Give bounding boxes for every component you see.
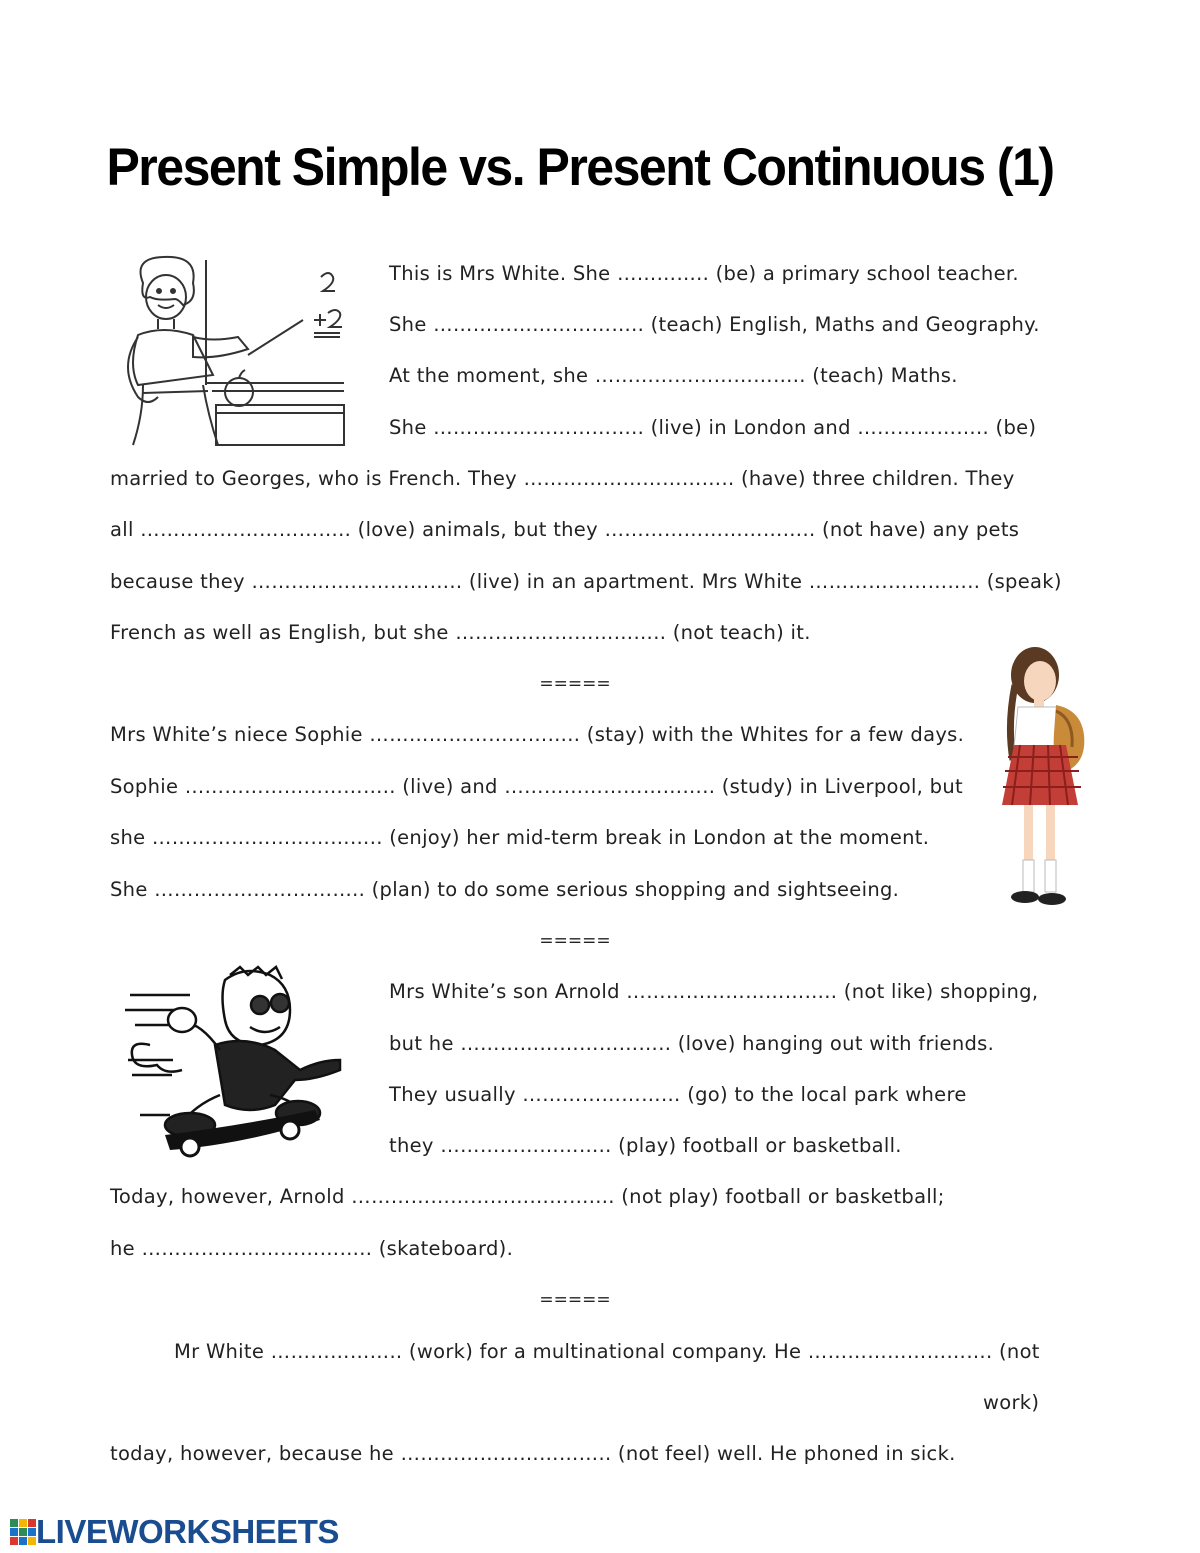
logo-text: LIVEWORKSHEETS — [36, 1513, 339, 1550]
logo-grid-icon — [10, 1519, 36, 1545]
passage-line: they …………………….. (play) football or basketball. — [389, 1134, 902, 1157]
section-separator: ===== — [539, 674, 611, 694]
passage-line: Today, however, Arnold ……………………………….... (not play) football or basketball; — [110, 1185, 945, 1208]
liveworksheets-logo — [10, 1514, 339, 1550]
section-separator: ===== — [539, 1290, 611, 1310]
passage-line: They usually …………………… (go) to the local park where — [389, 1083, 967, 1106]
passage-line: work) — [983, 1391, 1040, 1414]
skateboarder-illustration — [120, 965, 345, 1160]
girl-illustration — [990, 645, 1090, 910]
passage-line: She ………………………….. (live) in London and ……………….. (be) — [389, 416, 1037, 439]
passage-line: Mrs White’s niece Sophie ………………………….. (stay) with the Whites for a few days. — [110, 723, 965, 746]
passage-line: At the moment, she ………………………….. (teach) Maths. — [389, 364, 958, 387]
passage-line: She ………………………….. (plan) to do some serious shopping and sightseeing. — [110, 878, 900, 901]
section-separator: ===== — [539, 931, 611, 951]
worksheet-title: Present Simple vs. Present Continuous (1) — [106, 137, 1054, 197]
passage-line: Mrs White’s son Arnold ………………………….. (not like) shopping, — [389, 980, 1039, 1003]
passage-line: but he ………………………….. (love) hanging out with friends. — [389, 1032, 995, 1055]
passage-line: French as well as English, but she ………………………….. (not teach) it. — [110, 621, 811, 644]
teacher-illustration — [108, 255, 348, 450]
passage-line: This is Mrs White. She ………….. (be) a primary school teacher. — [389, 262, 1019, 285]
passage-line: She ………………………….. (teach) English, Maths and Geography. — [389, 313, 1040, 336]
passage-line: all ………………………….. (love) animals, but they ………………………….. (not have) any pets — [110, 518, 1020, 541]
passage-line: Mr White ……………….. (work) for a multinational company. He ………………………. (not — [174, 1340, 1040, 1363]
passage-line: because they ………………………….. (live) in an apartment. Mrs White …………………….. (speak) — [110, 570, 1062, 593]
passage-line: Sophie ………………………….. (live) and ………………………….. (study) in Liverpool, but — [110, 775, 963, 798]
passage-line: she …………………………….. (enjoy) her mid-term break in London at the moment. — [110, 826, 930, 849]
passage-line: married to Georges, who is French. They ………………………….. (have) three children. They — [110, 467, 1015, 490]
passage-line: he …………………………….. (skateboard). — [110, 1237, 514, 1260]
passage-line: today, however, because he ………………………….. (not feel) well. He phoned in sick. — [110, 1442, 956, 1465]
